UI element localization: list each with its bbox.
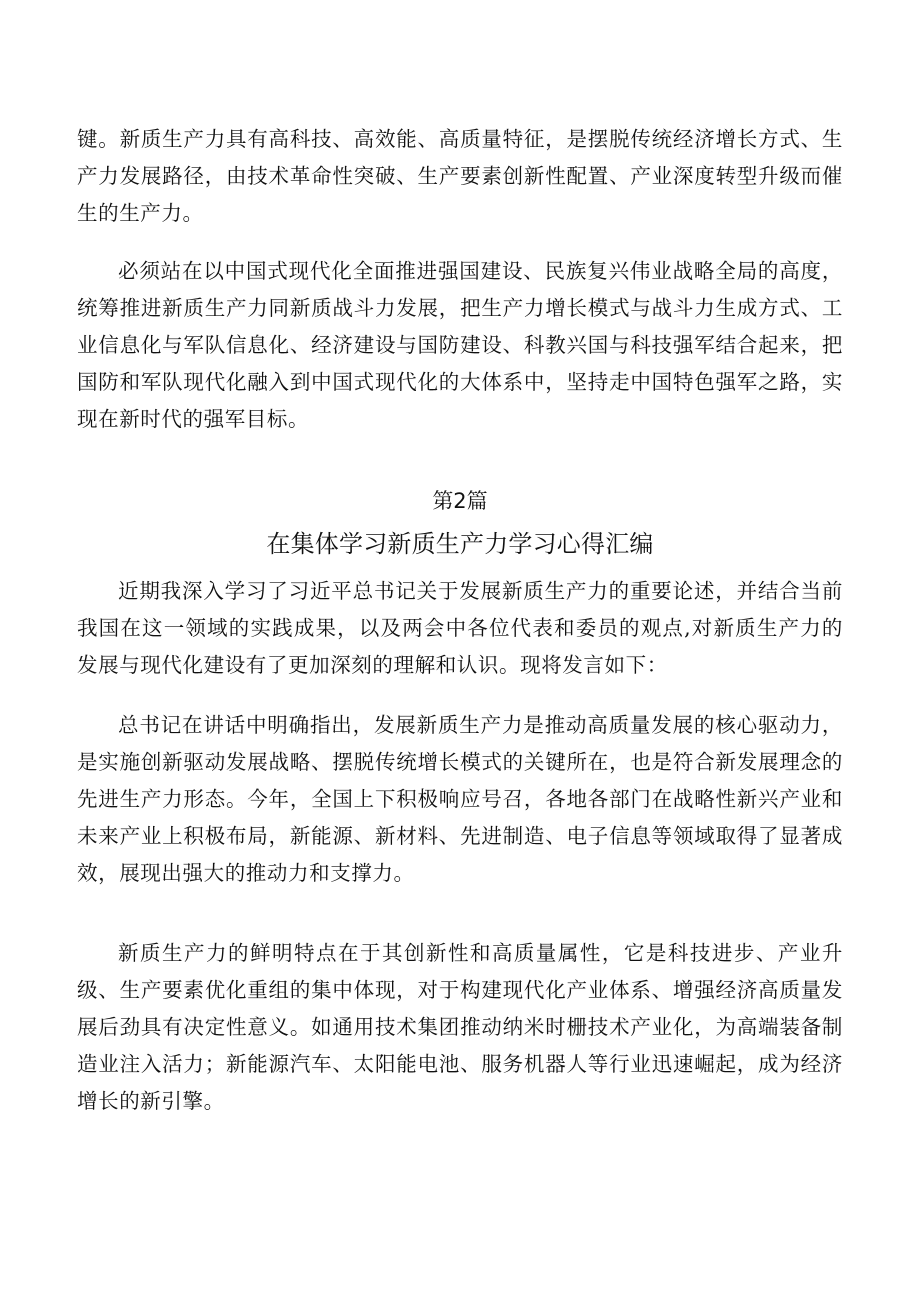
section-title: 在集体学习新质生产力学习心得汇编 <box>266 530 654 558</box>
paragraph-continuation: 键。新质生产力具有高科技、高效能、高质量特征，是摆脱传统经济增长方式、生产力发展路径，由技术革命性突破、生产要素创新性配置、产业深度转型升级而催生的生产力。 <box>77 127 843 225</box>
section-number: 第2篇 <box>432 489 488 513</box>
paragraph-characteristics: 新质生产力的鲜明特点在于其创新性和高质量属性，它是科技进步、产业升级、生产要素优化重组的集中体现，对于构建现代化产业体系、增强经济高质量发展后劲具有决定性意义。如通用技术集团推动纳米时栅技术产业化，为高端装备制造业注入活力；新能源汽车、太阳能电池、服务机器人等行业迅速崛起，成为经济增长的新引擎。 <box>77 941 843 1113</box>
paragraph-strong-military: 必须站在以中国式现代化全面推进强国建设、民族复兴伟业战略全局的高度，统筹推进新质生产力同新质战斗力发展，把生产力增长模式与战斗力生成方式、工业信息化与军队信息化、经济建设与国防建设、科教兴国与科技强军结合起来，把国防和军队现代化融入到中国式现代化的大体系中，坚持走中国特色强军之路，实现在新时代的强军目标。 <box>77 259 843 431</box>
paragraph-core-driving-force: 总书记在讲话中明确指出，发展新质生产力是推动高质量发展的核心驱动力，是实施创新驱动发展战略、摆脱传统增长模式的关键所在，也是符合新发展理念的先进生产力形态。今年，全国上下积极响应号召，各地各部门在战略性新兴产业和未来产业上积极布局，新能源、新材料、先进制造、电子信息等领域取得了显著成效，展现出强大的推动力和支撑力。 <box>77 713 843 885</box>
paragraph-introduction: 近期我深入学习了习近平总书记关于发展新质生产力的重要论述，并结合当前我国在这一领域的实践成果，以及两会中各位代表和委员的观点,对新质生产力的发展与现代化建设有了更加深刻的理解和认识。现将发言如下： <box>77 579 843 677</box>
